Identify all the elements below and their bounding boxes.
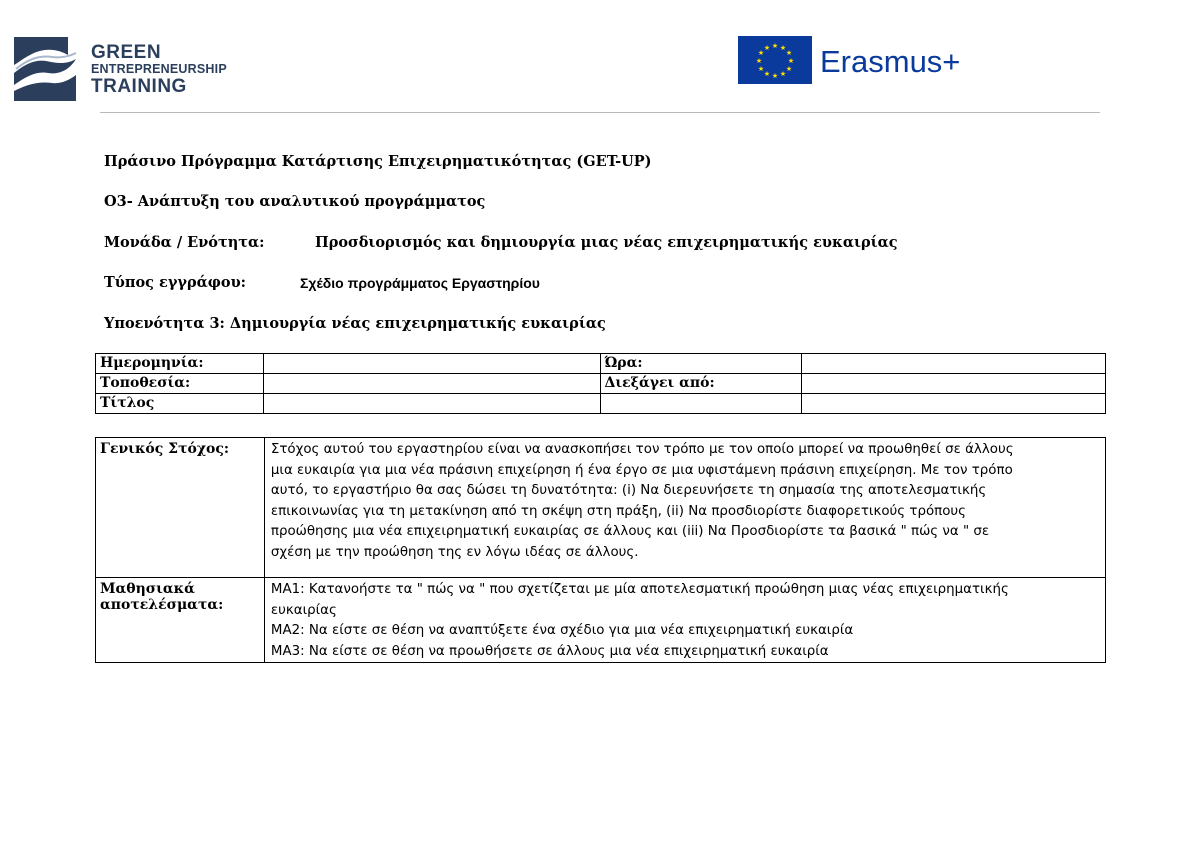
goal-line: Στόχος αυτού του εργαστηρίου είναι να ανασκοπήσει τον τρόπο με τον οποίο μπορεί να προωθηθεί σε άλλους	[270, 442, 1014, 457]
outcome-line: ΜΑ1: Κατανοήστε τα " πώς να " που σχετίζεται με μία αποτελεσματική προώθηση μιας νέας επιχειρηματικής	[270, 582, 1009, 597]
erasmus-wordmark: Erasmus+	[820, 44, 961, 79]
eu-flag-icon	[738, 36, 812, 84]
svg-text:★: ★	[785, 65, 793, 73]
doctype-value: Σχέδιο προγράμματος Εργαστηρίου	[300, 275, 540, 291]
conducted-by-value-cell	[802, 374, 1106, 394]
time-label: Ώρα:	[600, 354, 802, 374]
svg-text:★: ★	[763, 70, 771, 78]
location-label: Τοποθεσία:	[96, 374, 264, 394]
title-value-cell	[263, 394, 600, 414]
logo-wordmark	[91, 43, 227, 96]
outcomes-label-line: αποτελέσματα:	[100, 597, 224, 613]
goal-line: επικοινωνίας για τη μετακίνηση από τη σκέψη στη πράξη, (ii) Να προσδιορίστε διαφορετικούς τρόπους	[270, 503, 967, 519]
module-value: Προσδιορισμός και δημιουργία μιας νέας επιχειρηματικής ευκαιρίας	[315, 234, 898, 251]
svg-text:★: ★	[779, 44, 787, 52]
goal-line: αυτό, το εργαστήριο θα σας δώσει τη δυνατότητα: (i) Να διερευνήσετε τη σημασία της αποτελεσματικής	[270, 483, 987, 498]
learning-outcomes-label	[96, 578, 265, 663]
outcomes-label-line: Μαθησιακά	[100, 581, 195, 597]
green-entrepreneurship-training-logo	[10, 35, 227, 105]
goal-line: μια ευκαιρία για μια νέα πράσινη επιχείρηση ή ένα έργο σε μια υφιστάμενη πράσινη επιχείρηση. Με τον τρόπο	[270, 462, 1013, 478]
svg-text:★: ★	[771, 42, 779, 50]
module-row	[104, 234, 898, 251]
table-row	[96, 354, 1106, 374]
session-info-table	[95, 353, 1106, 414]
general-goal-text	[264, 438, 1105, 578]
general-goal-label: Γενικός Στόχος:	[96, 438, 265, 578]
output-title: O3- Ανάπτυξη του αναλυτικού προγράμματος	[104, 193, 486, 210]
empty-cell	[802, 394, 1106, 414]
logo-line-green: GREEN	[91, 42, 162, 63]
outcome-line: ευκαιρίας	[270, 602, 337, 618]
svg-text:★: ★	[757, 65, 765, 73]
table-row	[96, 394, 1106, 414]
doctype-row	[104, 274, 540, 291]
svg-text:★: ★	[787, 57, 795, 65]
location-value-cell	[263, 374, 600, 394]
conducted-by-label: Διεξάγει από:	[600, 374, 802, 394]
logo-line-training: TRAINING	[91, 75, 187, 97]
svg-text:★: ★	[785, 49, 793, 57]
subunit-title: Υποενότητα 3: Δημιουργία νέας επιχειρηματικής ευκαιρίας	[104, 315, 606, 332]
goals-table	[95, 437, 1106, 663]
svg-text:★: ★	[763, 44, 771, 52]
goal-line: σχέση με την προώθηση της εν λόγω ιδέας σε άλλους.	[270, 544, 639, 560]
svg-text:★: ★	[755, 57, 763, 65]
learning-outcomes-text	[264, 578, 1105, 663]
svg-text:★: ★	[779, 70, 787, 78]
program-title: Πράσινο Πρόγραμμα Κατάρτισης Επιχειρηματικότητας (GET-UP)	[104, 153, 652, 170]
outcome-line: ΜΑ2: Να είστε σε θέση να αναπτύξετε ένα σχέδιο για μια νέα επιχειρηματική ευκαιρία	[270, 623, 854, 638]
svg-text:★: ★	[771, 72, 779, 80]
time-value-cell	[802, 354, 1106, 374]
wave-logo-icon	[10, 35, 88, 103]
table-row	[96, 374, 1106, 394]
svg-text:★: ★	[757, 49, 765, 57]
module-label: Μονάδα / Ενότητα:	[104, 234, 265, 251]
header-divider	[100, 112, 1100, 113]
table-row	[96, 438, 1106, 578]
date-value-cell	[263, 354, 600, 374]
logo-line-entrepreneurship: ENTREPRENEURSHIP	[91, 62, 227, 76]
outcome-line: ΜΑ3: Να είστε σε θέση να προωθήσετε σε άλλους μια νέα επιχειρηματική ευκαιρία	[270, 643, 829, 659]
goal-line: προώθησης μια νέα επιχειρηματική ευκαιρίας σε άλλους και (iii) Να Προσδιορίστε τα βασικά " πώς να " σε	[270, 524, 990, 539]
empty-cell	[600, 394, 802, 414]
date-label: Ημερομηνία:	[96, 354, 264, 374]
table-row	[96, 578, 1106, 663]
doctype-label: Τύπος εγγράφου:	[104, 274, 246, 291]
title-label: Τίτλος	[96, 394, 264, 414]
